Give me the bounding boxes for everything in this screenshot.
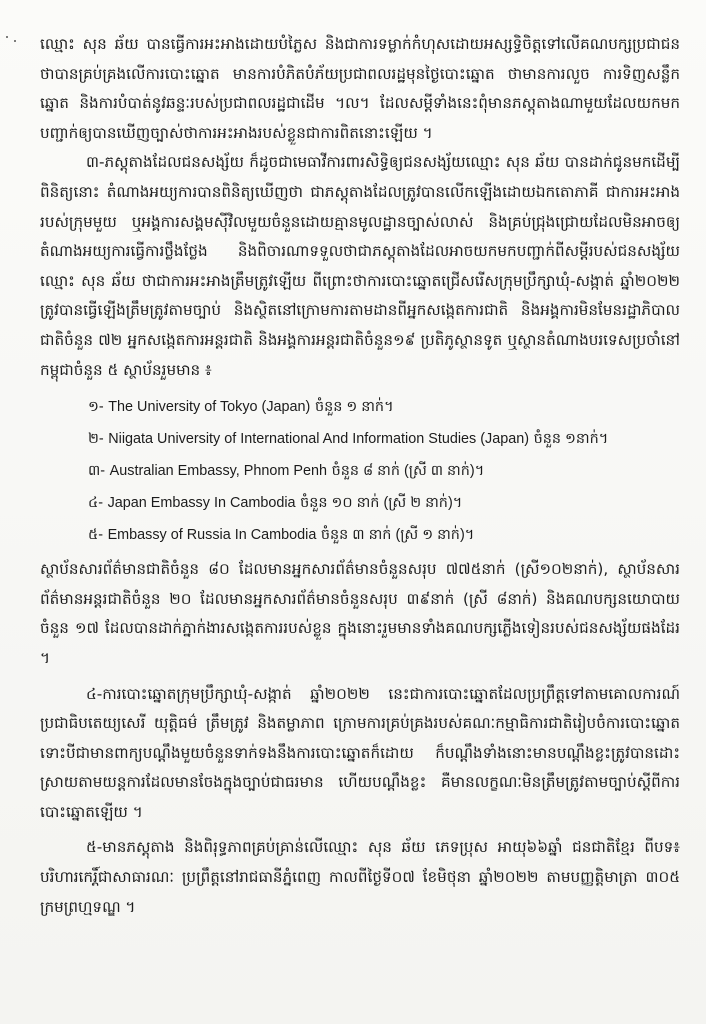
document-body <box>40 30 680 922</box>
list-item <box>40 391 680 423</box>
list-item <box>40 487 680 519</box>
paragraph-media-observers: ស្ថាប័នសារព័ត៌មានជាតិចំនួន ៨០ ដែលមានអ្នកសារព័ត៌មានចំនួនសរុប ៧៧៥នាក់ (ស្រី១០២នាក់), ស្ថាប័នសារព័ត៌មានអន្តរជាតិចំនួន ២០ ដែលមានអ្នកសារព័ត៌មានចំនួនសរុប ៣៩នាក់ (ស្រី ៨នាក់) និងគណបក្សនយោបាយចំនួន ១៧ ដែលបានដាក់ភ្នាក់ងារសង្កេតការរបស់ខ្លួន ក្នុងនោះរួមមានទាំងគណបក្សភ្លើងទៀនរបស់ជនសង្ស័យផងដែរ ។ <box>40 560 680 667</box>
list-item-count: ចំនួន ៣ នាក់ (ស្រី ១ នាក់)។ <box>320 527 475 544</box>
list-item-name: Embassy of Russia In Cambodia <box>107 527 317 544</box>
list-item-name: Australian Embassy, Phnom Penh <box>109 463 327 480</box>
list-item-number: ៣- <box>88 463 106 480</box>
list-item-name: Niigata University of International And Information Studies (Japan) <box>108 431 530 448</box>
paragraph-intro: ឈ្មោះ សុន ឆ័យ បានធ្វើការអះអាងដោយបំភ្លៃស និងជាការទម្លាក់កំហុសដោយអស្សទ្ធិចិត្តទៅលើគណបក្សប្រជាជន ថាបានគ្រប់គ្រងលើការបោះឆ្នោត មានការបំភិតបំភ័យប្រជាពលរដ្ឋមុនថ្ងៃបោះឆ្នោត ថាមានការលួច ការទិញសន្លឹកឆ្នោត និងការបំបាត់នូវឆន្ទៈរបស់ប្រជាពលរដ្ឋជាដើម ។ល។ ដែលសម្ដីទាំងនេះពុំមានភស្តុតាងណាមួយដែលយកមកបញ្ជាក់ឲ្យបានឃើញច្បាស់ថាការអះអាងរបស់ខ្លួនជាការពិតនោះឡើយ ។ <box>40 35 680 142</box>
scan-speck <box>14 40 16 42</box>
list-item-count: ចំនួន ១ នាក់។ <box>314 399 394 416</box>
paragraph-3-evidence: ៣-ភស្តុតាងដែលជនសង្ស័យ ក៏ដូចជាមេធាវីការពារសិទ្ធិឲ្យជនសង្ស័យឈ្មោះ សុន ឆ័យ បានដាក់ជូនមកដើម្បីពិនិត្យនោះ តំណាងអយ្យការបានពិនិត្យឃើញថា ជាភស្តុតាងដែលត្រូវបានលើកឡើងដោយឯកតោភាគី ជាការអះអាងរបស់ក្រុមមួយ ឬអង្គការសង្គមស៊ីវិលមួយចំនួនដោយគ្មានមូលដ្ឋានច្បាស់លាស់ និងគ្រប់ជ្រុងជ្រោយដែលមិនអាចឲ្យតំណាងអយ្យការធ្វើការថ្លឹងថ្លែង និងពិចារណាទទួលថាជាភស្តុតាងដែលអាចយកមកបញ្ជាក់ពីសម្ដីរបស់ជនសង្ស័យឈ្មោះ សុន ឆ័យ ថាជាការអះអាងត្រឹមត្រូវឡើយ ពីព្រោះថាការបោះឆ្នោតជ្រើសរើសក្រុមប្រឹក្សាឃុំ-សង្កាត់ ឆ្នាំ២០២២ ត្រូវបានធ្វើឡើងត្រឹមត្រូវតាមច្បាប់ និងស្ថិតនៅក្រោមការតាមដានពីអ្នកសង្កេតការជាតិ និងអង្គការមិនមែនរដ្ឋាភិបាលជាតិចំនួន ៧២ អ្នកសង្កេតការអន្តរជាតិ និងអង្គការអន្តរជាតិចំនួន១៩ ប្រតិភូស្ថានទូត ឬស្ថានតំណាងបរទេសប្រចាំនៅកម្ពុជាចំនួន ៥ ស្ថាប័នរួមមាន ៖ <box>40 153 680 379</box>
list-item <box>40 423 680 455</box>
list-item-number: ១- <box>88 399 104 416</box>
list-item-count: ចំនួន ៨ នាក់ (ស្រី ៣ នាក់)។ <box>331 463 485 480</box>
list-item <box>40 519 680 551</box>
list-item-name: Japan Embassy In Cambodia <box>107 495 296 512</box>
list-item-number: ៥- <box>88 527 103 544</box>
list-item-count: ចំនួន ១០ នាក់ (ស្រី ២ នាក់)។ <box>300 495 463 512</box>
paragraph-5-charge: ៥-មានភស្តុតាង និងពិរុទ្ធភាពគ្រប់គ្រាន់លើឈ្មោះ សុន ឆ័យ ភេទប្រុស អាយុ៦៦ឆ្នាំ ជនជាតិខ្មែរ ពីបទ៖ បរិហារកេរ្តិ៍ជាសាធារណៈ ប្រព្រឹត្តនៅរាជធានីភ្នំពេញ កាលពីថ្ងៃទី០៧ ខែមិថុនា ឆ្នាំ២០២២ តាមបញ្ញត្តិមាត្រា ៣០៥ ក្រមព្រហ្មទណ្ឌ ។ <box>40 838 680 916</box>
list-item-number: ៤- <box>88 495 103 512</box>
scan-speck <box>6 36 8 38</box>
list-item-name: The University of Tokyo (Japan) <box>108 399 311 416</box>
list-item-count: ចំនួន ១នាក់។ <box>533 431 609 448</box>
observer-list <box>40 391 680 551</box>
list-item <box>40 455 680 487</box>
list-item-number: ២- <box>88 431 104 448</box>
paragraph-4-election: ៤-ការបោះឆ្នោតក្រុមប្រឹក្សាឃុំ-សង្កាត់ ឆ្នាំ២០២២ នេះជាការបោះឆ្នោតដែលប្រព្រឹត្តទៅតាមគោលការណ៍ប្រជាធិបតេយ្យសេរី យុត្តិធម៌ ត្រឹមត្រូវ និងតម្លាភាព ក្រោមការគ្រប់គ្រងរបស់គណៈកម្មាធិការជាតិរៀបចំការបោះឆ្នោត ទោះបីជាមានពាក្យបណ្ដឹងមួយចំនួនទាក់ទងនឹងការបោះឆ្នោតក៏ដោយ ក៏បណ្ដឹងទាំងនោះមានបណ្ដឹងខ្លះត្រូវបានដោះស្រាយតាមយន្តការដែលមានចែងក្នុងច្បាប់ជាធរមាន ហើយបណ្ដឹងខ្លះ គឺមានលក្ខណៈមិនត្រឹមត្រូវតាមច្បាប់ស្ដីពីការបោះឆ្នោតឡើយ ។ <box>40 684 680 821</box>
